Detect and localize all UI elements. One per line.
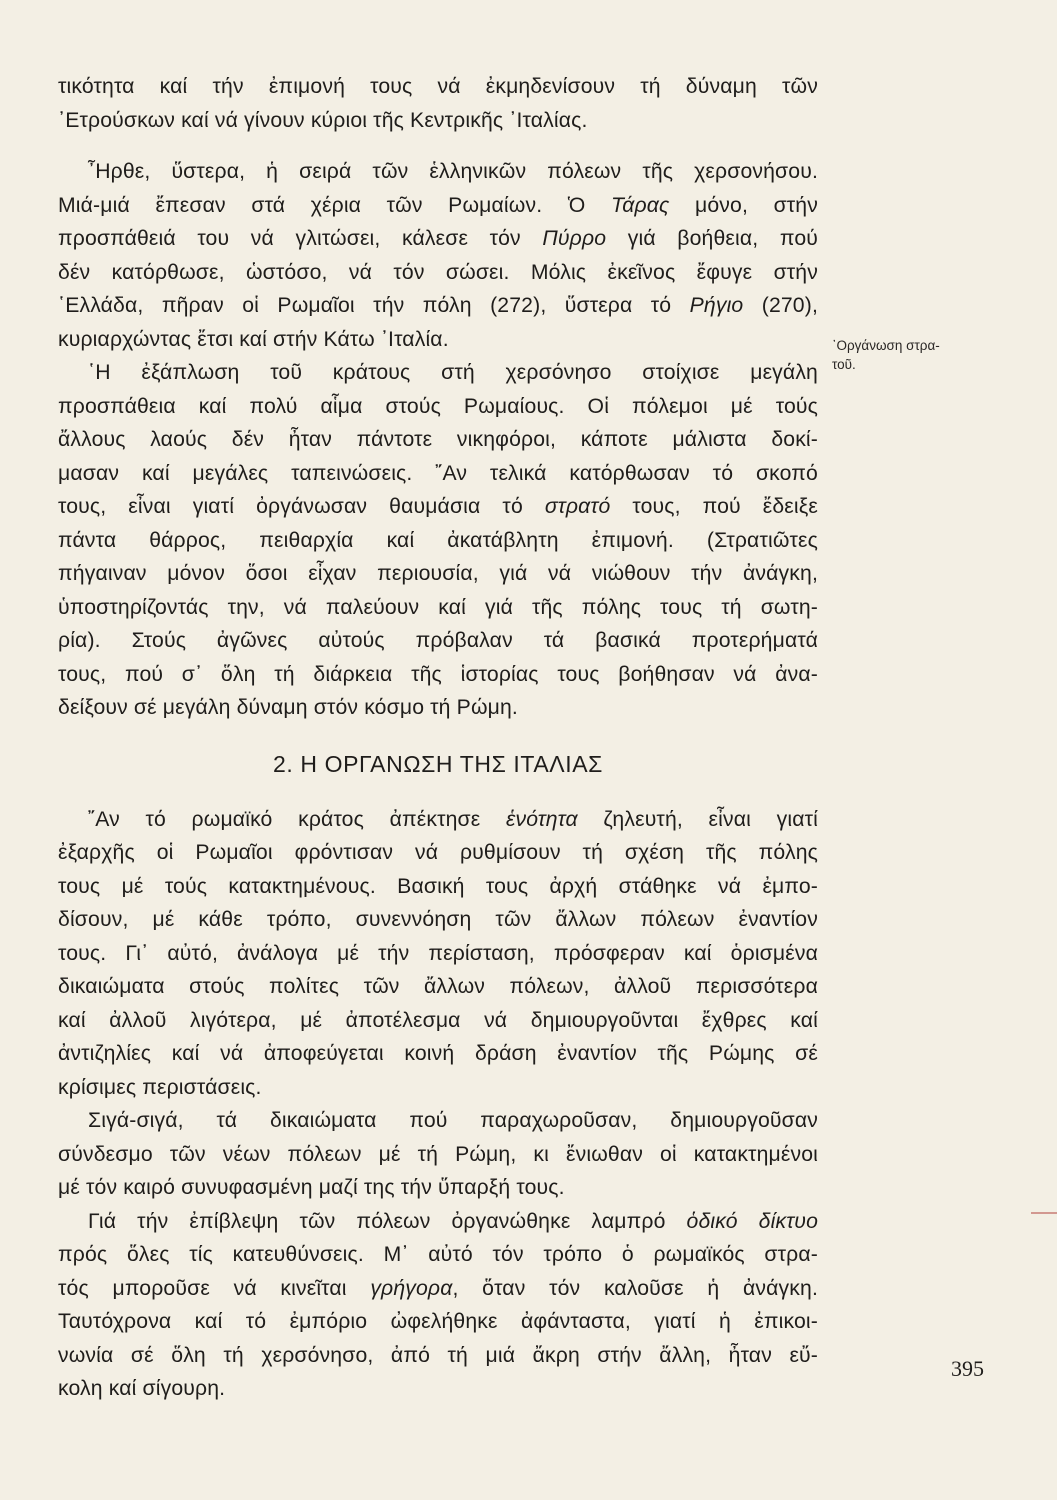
text-line: ᾿Ετρούσκων καί νά γίνουν κύριοι τῆς Κεντρικῆς ᾿Ιταλίας.	[58, 108, 588, 132]
text-line: κρίσιμες περιστάσεις.	[58, 1075, 262, 1099]
main-text-column	[58, 70, 818, 1406]
italic-term: Ρήγιο	[689, 294, 744, 317]
paragraph-unity	[58, 803, 818, 1105]
text-line: καί ἀλλοῦ λιγότερα, μέ ἀποτέλεσμα νά δημιουργοῦνται ἔχθρες καί	[58, 1008, 818, 1032]
text-line: νωνία σέ ὅλη τή χερσόνησο, ἀπό τή μιά ἄκρη στήν ἄλλη, ἦταν εὔ-	[58, 1343, 818, 1367]
italic-term: Τάρας	[611, 193, 670, 217]
page-number: 395	[951, 1356, 984, 1381]
text-line: δικαιώματα στούς πολίτες τῶν ἄλλων πόλεων, ἀλλοῦ περισσότερα	[58, 975, 818, 998]
italic-term: Πύρρο	[542, 227, 607, 250]
paragraph-roads	[58, 1205, 818, 1406]
text-line: τους, εἶναι γιατί ὀργάνωσαν θαυμάσια τό στρατό τους, πού ἔδειξε	[58, 495, 818, 518]
text-line: προσπάθειά του νά γλιτώσει, κάλεσε τόν Πύρρο γιά βοήθεια, πού	[58, 227, 818, 250]
text-line: ἄλλους λαούς δέν ἦταν πάντοτε νικηφόροι, κάποτε μάλιστα δοκί-	[58, 428, 818, 451]
text-line: δέν κατόρθωσε, ὡστόσο, νά τόν σώσει. Μόλις ἐκεῖνος ἔφυγε στήν	[58, 260, 818, 284]
paragraph-rights	[58, 1104, 818, 1205]
text-line: ῏Ηρθε, ὕστερα, ἡ σειρά τῶν ἑλληνικῶν πόλεων τῆς χερσονήσου.	[88, 160, 818, 183]
text-line: Ταυτόχρονα καί τό ἐμπόριο ὠφελήθηκε ἀφάνταστα, γιατί ἡ ἐπικοι-	[58, 1310, 818, 1333]
text-line: ἐξαρχῆς οἱ Ρωμαῖοι φρόντισαν νά ρυθμίσουν τή σχέση τῆς πόλης	[58, 841, 818, 864]
paragraph-greek-cities	[58, 155, 818, 356]
text-line: κολη καί σίγουρη.	[58, 1377, 226, 1400]
text-line: ῎Αν τό ρωμαϊκό κράτος ἀπέκτησε ἑνότητα ζηλευτή, εἶναι γιατί	[88, 807, 819, 831]
text-line: ὑποστηρίζοντάς την, νά παλεύουν καί γιά τῆς πόλης τους τή σωτη-	[58, 595, 818, 619]
margin-note-line: τοῦ.	[832, 357, 856, 372]
text-line: δίσουν, μέ κάθε τρόπο, συνεννόηση τῶν ἄλλων πόλεων ἐναντίον	[58, 908, 818, 931]
text-line: Γιά τήν ἐπίβλεψη τῶν πόλεων ὀργανώθηκε λαμπρό ὁδικό δίκτυο	[88, 1209, 818, 1233]
paragraph-army	[58, 356, 818, 725]
text-line: μέ τόν καιρό συνυφασμένη μαζί της τήν ὕπαρξή τους.	[58, 1176, 565, 1199]
margin-note-line: ᾿Οργάνωση στρα-	[832, 338, 940, 353]
paragraph-continuation	[58, 70, 818, 137]
text-line: κυριαρχώντας ἔτσι καί στήν Κάτω ᾿Ιταλία.	[58, 327, 449, 351]
text-line: τους. Γι᾿ αὐτό, ἀνάλογα μέ τήν περίσταση, πρόσφεραν καί ὁρισμένα	[58, 941, 818, 965]
section-heading: 2. Η ΟΡΓΑΝΩΣΗ ΤΗΣ ΙΤΑΛΙΑΣ	[273, 750, 603, 777]
text-line: τός μποροῦσε νά κινεῖται γρήγορα, ὅταν τόν καλοῦσε ἡ ἀνάγκη.	[58, 1276, 818, 1300]
margin-note	[832, 336, 992, 374]
italic-term: γρήγορα	[370, 1276, 453, 1300]
text-line: ῾Ελλάδα, πῆραν οἱ Ρωμαῖοι τήν πόλη (272), ὕστερα τό Ρήγιο (270),	[58, 294, 818, 317]
text-line: προσπάθεια καί πολύ αἷμα στούς Ρωμαίους. Οἱ πόλεμοι μέ τούς	[58, 394, 818, 418]
text-line: Σιγά-σιγά, τά δικαιώματα πού παραχωροῦσαν, δημιουργοῦσαν	[88, 1109, 818, 1132]
text-line: Μιά-μιά ἔπεσαν στά χέρια τῶν Ρωμαίων. Ὁ Τάρας μόνο, στήν	[58, 193, 818, 217]
text-line: τους μέ τούς κατακτημένους. Βασική τους ἀρχή στάθηκε νά ἐμπο-	[58, 874, 818, 898]
text-line: ῾Η ἐξάπλωση τοῦ κράτους στή χερσόνησο στοίχισε μεγάλη	[88, 361, 818, 384]
text-line: δείξουν σέ μεγάλη δύναμη στόν κόσμο τή Ρώμη.	[58, 696, 518, 719]
italic-term: ὁδικό δίκτυο	[686, 1209, 818, 1233]
text-line: ἀντιζηλίες καί νά ἀποφεύγεται κοινή δράση ἐναντίον τῆς Ρώμης σέ	[58, 1042, 818, 1065]
italic-term: στρατό	[544, 495, 611, 518]
text-line: ρία). Στούς ἀγῶνες αὐτούς πρόβαλαν τά βασικά προτερήματά	[58, 629, 818, 652]
text-line: πρός ὅλες τίς κατευθύνσεις. Μ᾿ αὐτό τόν τρόπο ὁ ρωμαϊκός στρα-	[58, 1243, 818, 1266]
text-line: μασαν καί μεγάλες ταπεινώσεις. ῎Αν τελικά κατόρθωσαν τό σκοπό	[58, 461, 818, 485]
text-line: τικότητα καί τήν ἐπιμονή τους νά ἐκμηδενίσουν τή δύναμη τῶν	[58, 75, 818, 98]
text-line: πάντα θάρρος, πειθαρχία καί ἀκατάβλητη ἐπιμονή. (Στρατιῶτες	[58, 528, 818, 552]
text-line: σύνδεσμο τῶν νέων πόλεων μέ τή Ρώμη, κι ἔνιωθαν οἱ κατακτημένοι	[58, 1142, 818, 1166]
text-line: πήγαιναν μόνον ὅσοι εἶχαν περιουσία, γιά νά νιώθουν τήν ἀνάγκη,	[58, 562, 818, 585]
edge-mark	[1031, 1212, 1057, 1214]
italic-term: ἑνότητα	[506, 807, 578, 831]
text-line: τους, πού σ᾿ ὅλη τή διάρκεια τῆς ἱστορίας τους βοήθησαν νά ἀνα-	[58, 662, 818, 686]
